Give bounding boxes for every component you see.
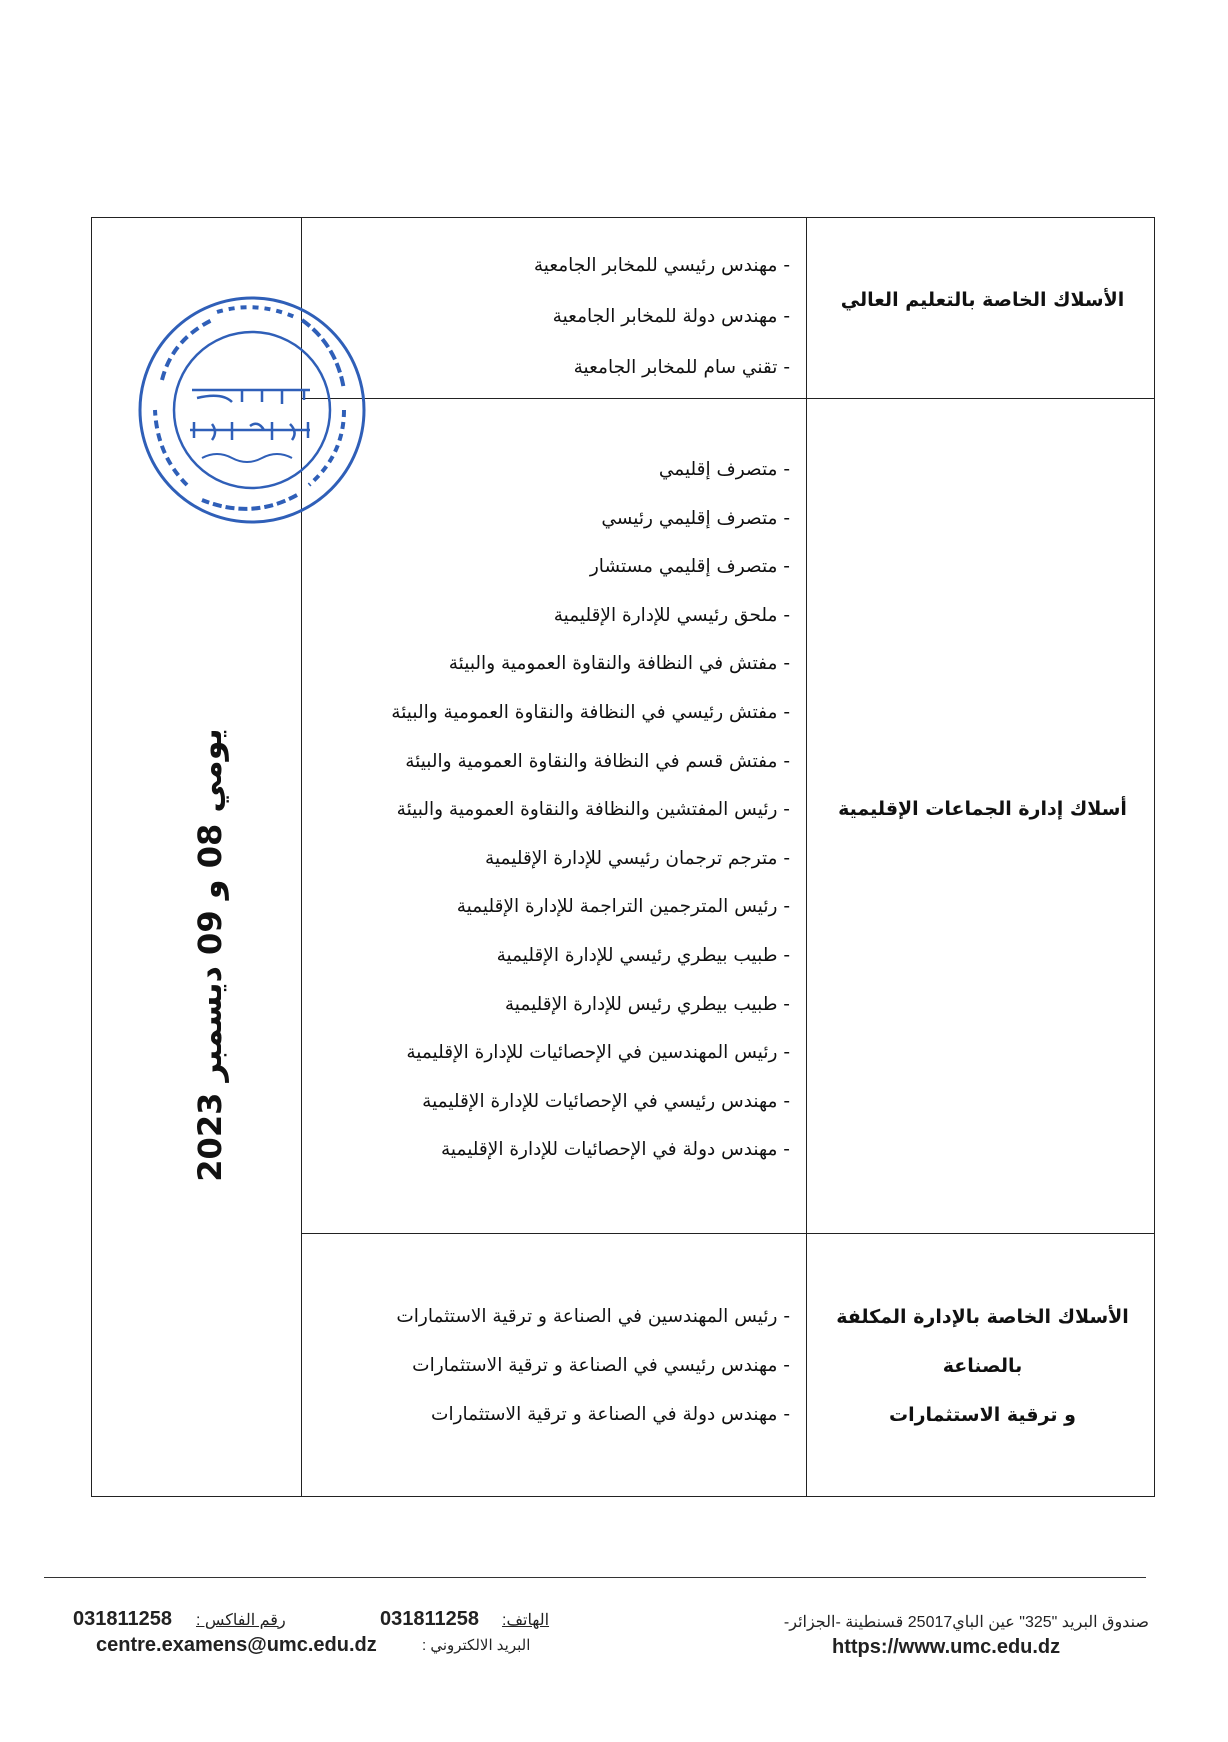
list-item: - مفتش في النظافة والنقاوة العمومية والبيئة	[448, 653, 790, 675]
footer-fax-label: رقم الفاكس :	[196, 1612, 286, 1629]
list-item: - رئيس المهندسين في الصناعة و ترقية الاستثمارات	[396, 1306, 790, 1327]
list-item: - رئيس المترجمين التراجمة للإدارة الإقليمية	[456, 896, 790, 918]
category-line: الأسلاك الخاصة بالإدارة المكلفة	[836, 1306, 1129, 1328]
list-item: - مفتش رئيسي في النظافة والنقاوة العمومية والبيئة	[391, 701, 790, 723]
list-item: - مهندس رئيسي في الإحصائيات للإدارة الإقليمية	[422, 1090, 790, 1112]
list-item: - ملحق رئيسي للإدارة الإقليمية	[553, 604, 790, 626]
footer-phone-label: الهاتف:	[502, 1612, 550, 1629]
category-line: و ترقية الاستثمارات	[889, 1404, 1076, 1426]
category-industry-investment	[810, 1293, 1155, 1440]
row-divider-2	[301, 1233, 1154, 1234]
exam-date-text: يومي 08 و 09 ديسمبر 2023	[191, 728, 229, 1182]
row-divider-1	[301, 398, 1154, 399]
footer-address: صندوق البريد "325" عين الباي25017 قسنطينة -الجزائر-	[783, 1614, 1149, 1631]
list-item: - طبيب بيطري رئيسي للإدارة الإقليمية	[496, 944, 790, 966]
list-item: - مهندس دولة للمخابر الجامعية	[552, 306, 790, 327]
list-item: - مهندس رئيسي للمخابر الجامعية	[533, 255, 790, 276]
list-item: - مترجم ترجمان رئيسي للإدارة الإقليمية	[485, 847, 790, 869]
footer-email-label: البريد الالكتروني :	[422, 1637, 531, 1654]
list-item: - مهندس دولة في الصناعة و ترقية الاستثمارات	[431, 1404, 790, 1425]
list-item: - تقني سام للمخابر الجامعية	[573, 357, 790, 378]
list-item: - متصرف إقليمي مستشار	[589, 556, 790, 578]
list-item: - رئيس المفتشين والنظافة والنقاوة العمومية والبيئة	[396, 799, 790, 821]
category-higher-education: الأسلاك الخاصة بالتعليم العالي	[840, 289, 1125, 311]
list-item: - رئيس المهندسين في الإحصائيات للإدارة الإقليمية	[406, 1042, 790, 1064]
list-item: - مفتش قسم في النظافة والنقاوة العمومية والبيئة	[405, 750, 790, 772]
grades-list-higher-education	[300, 240, 790, 393]
footer-website: https://www.umc.edu.dz	[832, 1636, 1061, 1658]
list-item: - مهندس دولة في الإحصائيات للإدارة الإقليمية	[441, 1139, 790, 1161]
column-divider-right	[806, 218, 807, 1496]
footer-email: centre.examens@umc.edu.dz	[96, 1634, 377, 1656]
grades-list-industry-investment	[300, 1292, 790, 1439]
category-local-authorities: أسلاك إدارة الجماعات الإقليمية	[838, 798, 1127, 820]
list-item: - متصرف إقليمي	[658, 459, 790, 480]
footer-fax: 031811258	[73, 1608, 173, 1630]
grades-list-local-authorities	[300, 446, 790, 1175]
footer-divider	[44, 1577, 1146, 1578]
list-item: - مهندس رئيسي في الصناعة و ترقية الاستثمارات	[412, 1355, 790, 1376]
round-official-stamp-icon	[132, 290, 372, 530]
footer-phone: 031811258	[380, 1608, 480, 1630]
list-item: - طبيب بيطري رئيس للإدارة الإقليمية	[504, 993, 790, 1015]
list-item: - متصرف إقليمي رئيسي	[601, 507, 790, 529]
category-line: بالصناعة	[942, 1355, 1023, 1377]
